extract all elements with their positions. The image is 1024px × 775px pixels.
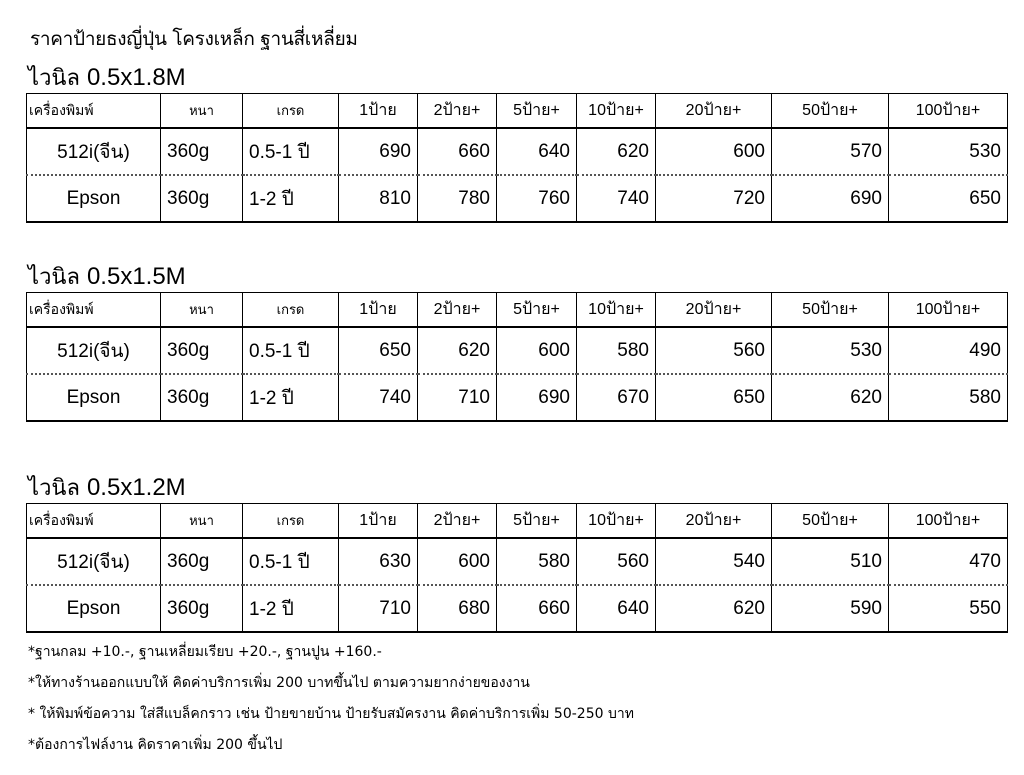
header-printer: เครื่องพิมพ์ xyxy=(27,293,161,328)
thickness-cell: 360g xyxy=(161,175,243,222)
header-qty-10: 10ป้าย+ xyxy=(577,293,656,328)
section-title xyxy=(28,259,186,294)
price-table xyxy=(26,292,1008,422)
header-printer: เครื่องพิมพ์ xyxy=(27,94,161,129)
header-qty-50: 50ป้าย+ xyxy=(772,504,889,539)
price-cell: 530 xyxy=(772,327,889,374)
header-qty-50: 50ป้าย+ xyxy=(772,94,889,129)
header-qty-5: 5ป้าย+ xyxy=(497,504,577,539)
header-qty-100: 100ป้าย+ xyxy=(889,293,1008,328)
table-row xyxy=(27,374,1008,421)
section-title xyxy=(28,470,186,505)
table-row xyxy=(27,538,1008,585)
header-qty-100: 100ป้าย+ xyxy=(889,94,1008,129)
price-cell: 710 xyxy=(339,585,418,632)
thickness-cell: 360g xyxy=(161,374,243,421)
price-cell: 810 xyxy=(339,175,418,222)
note-line: *ให้ทางร้านออกแบบให้ คิดค่าบริการเพิ่ม 200 บาทขึ้นไป ตามความยากง่ายของงาน xyxy=(28,675,530,691)
grade-cell: 0.5-1 ปี xyxy=(243,327,339,374)
header-thickness: หนา xyxy=(161,293,243,328)
price-cell: 560 xyxy=(577,538,656,585)
price-cell: 640 xyxy=(497,128,577,175)
note-line: *ต้องการไฟล์งาน คิดราคาเพิ่ม 200 ขึ้นไป xyxy=(28,737,283,753)
header-row xyxy=(27,504,1008,539)
header-qty-1: 1ป้าย xyxy=(339,293,418,328)
section-title xyxy=(28,60,186,95)
header-grade: เกรด xyxy=(243,94,339,129)
table-row xyxy=(27,175,1008,222)
header-qty-100: 100ป้าย+ xyxy=(889,504,1008,539)
material-label: ไวนิล xyxy=(28,265,80,290)
price-cell: 670 xyxy=(577,374,656,421)
price-cell: 530 xyxy=(889,128,1008,175)
thickness-cell: 360g xyxy=(161,327,243,374)
material-label: ไวนิล xyxy=(28,476,80,501)
header-qty-1: 1ป้าย xyxy=(339,504,418,539)
price-cell: 510 xyxy=(772,538,889,585)
price-cell: 690 xyxy=(772,175,889,222)
price-cell: 620 xyxy=(656,585,772,632)
price-cell: 470 xyxy=(889,538,1008,585)
header-row xyxy=(27,94,1008,129)
header-qty-20: 20ป้าย+ xyxy=(656,504,772,539)
header-grade: เกรด xyxy=(243,504,339,539)
price-cell: 650 xyxy=(656,374,772,421)
page-title: ราคาป้ายธงญี่ปุ่น โครงเหล็ก ฐานสี่เหลี่ยม xyxy=(30,28,358,50)
price-cell: 740 xyxy=(577,175,656,222)
header-row xyxy=(27,293,1008,328)
price-cell: 580 xyxy=(577,327,656,374)
header-qty-20: 20ป้าย+ xyxy=(656,94,772,129)
material-label: ไวนิล xyxy=(28,66,80,91)
price-cell: 640 xyxy=(577,585,656,632)
printer-cell: 512i(จีน) xyxy=(27,128,161,175)
price-cell: 600 xyxy=(497,327,577,374)
price-cell: 540 xyxy=(656,538,772,585)
price-cell: 620 xyxy=(772,374,889,421)
thickness-cell: 360g xyxy=(161,538,243,585)
price-cell: 780 xyxy=(418,175,497,222)
price-cell: 740 xyxy=(339,374,418,421)
price-cell: 490 xyxy=(889,327,1008,374)
price-cell: 600 xyxy=(418,538,497,585)
header-qty-10: 10ป้าย+ xyxy=(577,94,656,129)
price-cell: 550 xyxy=(889,585,1008,632)
size-label: 0.5x1.8M xyxy=(86,64,186,91)
header-qty-5: 5ป้าย+ xyxy=(497,293,577,328)
header-qty-2: 2ป้าย+ xyxy=(418,293,497,328)
size-label: 0.5x1.5M xyxy=(86,263,186,290)
thickness-cell: 360g xyxy=(161,585,243,632)
table-row xyxy=(27,585,1008,632)
price-cell: 690 xyxy=(339,128,418,175)
header-qty-1: 1ป้าย xyxy=(339,94,418,129)
price-cell: 620 xyxy=(418,327,497,374)
price-cell: 630 xyxy=(339,538,418,585)
grade-cell: 0.5-1 ปี xyxy=(243,538,339,585)
price-cell: 600 xyxy=(656,128,772,175)
price-cell: 570 xyxy=(772,128,889,175)
table-row xyxy=(27,128,1008,175)
header-thickness: หนา xyxy=(161,504,243,539)
grade-cell: 1-2 ปี xyxy=(243,175,339,222)
header-printer: เครื่องพิมพ์ xyxy=(27,504,161,539)
price-cell: 620 xyxy=(577,128,656,175)
price-table xyxy=(26,93,1008,223)
price-cell: 720 xyxy=(656,175,772,222)
price-cell: 650 xyxy=(339,327,418,374)
price-cell: 590 xyxy=(772,585,889,632)
printer-cell: Epson xyxy=(27,374,161,421)
size-label: 0.5x1.2M xyxy=(86,474,186,501)
price-table xyxy=(26,503,1008,633)
price-cell: 680 xyxy=(418,585,497,632)
table-row xyxy=(27,327,1008,374)
price-cell: 580 xyxy=(497,538,577,585)
header-qty-5: 5ป้าย+ xyxy=(497,94,577,129)
header-qty-2: 2ป้าย+ xyxy=(418,94,497,129)
grade-cell: 1-2 ปี xyxy=(243,585,339,632)
header-qty-20: 20ป้าย+ xyxy=(656,293,772,328)
printer-cell: Epson xyxy=(27,175,161,222)
header-qty-2: 2ป้าย+ xyxy=(418,504,497,539)
printer-cell: 512i(จีน) xyxy=(27,327,161,374)
price-cell: 660 xyxy=(418,128,497,175)
note-line: *ฐานกลม +10.-, ฐานเหลี่ยมเรียบ +20.-, ฐานปูน +160.- xyxy=(28,644,382,660)
price-cell: 560 xyxy=(656,327,772,374)
printer-cell: Epson xyxy=(27,585,161,632)
price-cell: 650 xyxy=(889,175,1008,222)
price-cell: 580 xyxy=(889,374,1008,421)
price-cell: 760 xyxy=(497,175,577,222)
printer-cell: 512i(จีน) xyxy=(27,538,161,585)
note-line: * ให้พิมพ์ข้อความ ใส่สีแบล็คกราว เช่น ป้ายขายบ้าน ป้ายรับสมัครงาน คิดค่าบริการเพิ่ม 50-250 บาท xyxy=(28,706,634,722)
price-cell: 690 xyxy=(497,374,577,421)
header-thickness: หนา xyxy=(161,94,243,129)
notes xyxy=(28,637,634,761)
thickness-cell: 360g xyxy=(161,128,243,175)
header-qty-10: 10ป้าย+ xyxy=(577,504,656,539)
price-cell: 660 xyxy=(497,585,577,632)
grade-cell: 0.5-1 ปี xyxy=(243,128,339,175)
header-grade: เกรด xyxy=(243,293,339,328)
price-cell: 710 xyxy=(418,374,497,421)
grade-cell: 1-2 ปี xyxy=(243,374,339,421)
header-qty-50: 50ป้าย+ xyxy=(772,293,889,328)
